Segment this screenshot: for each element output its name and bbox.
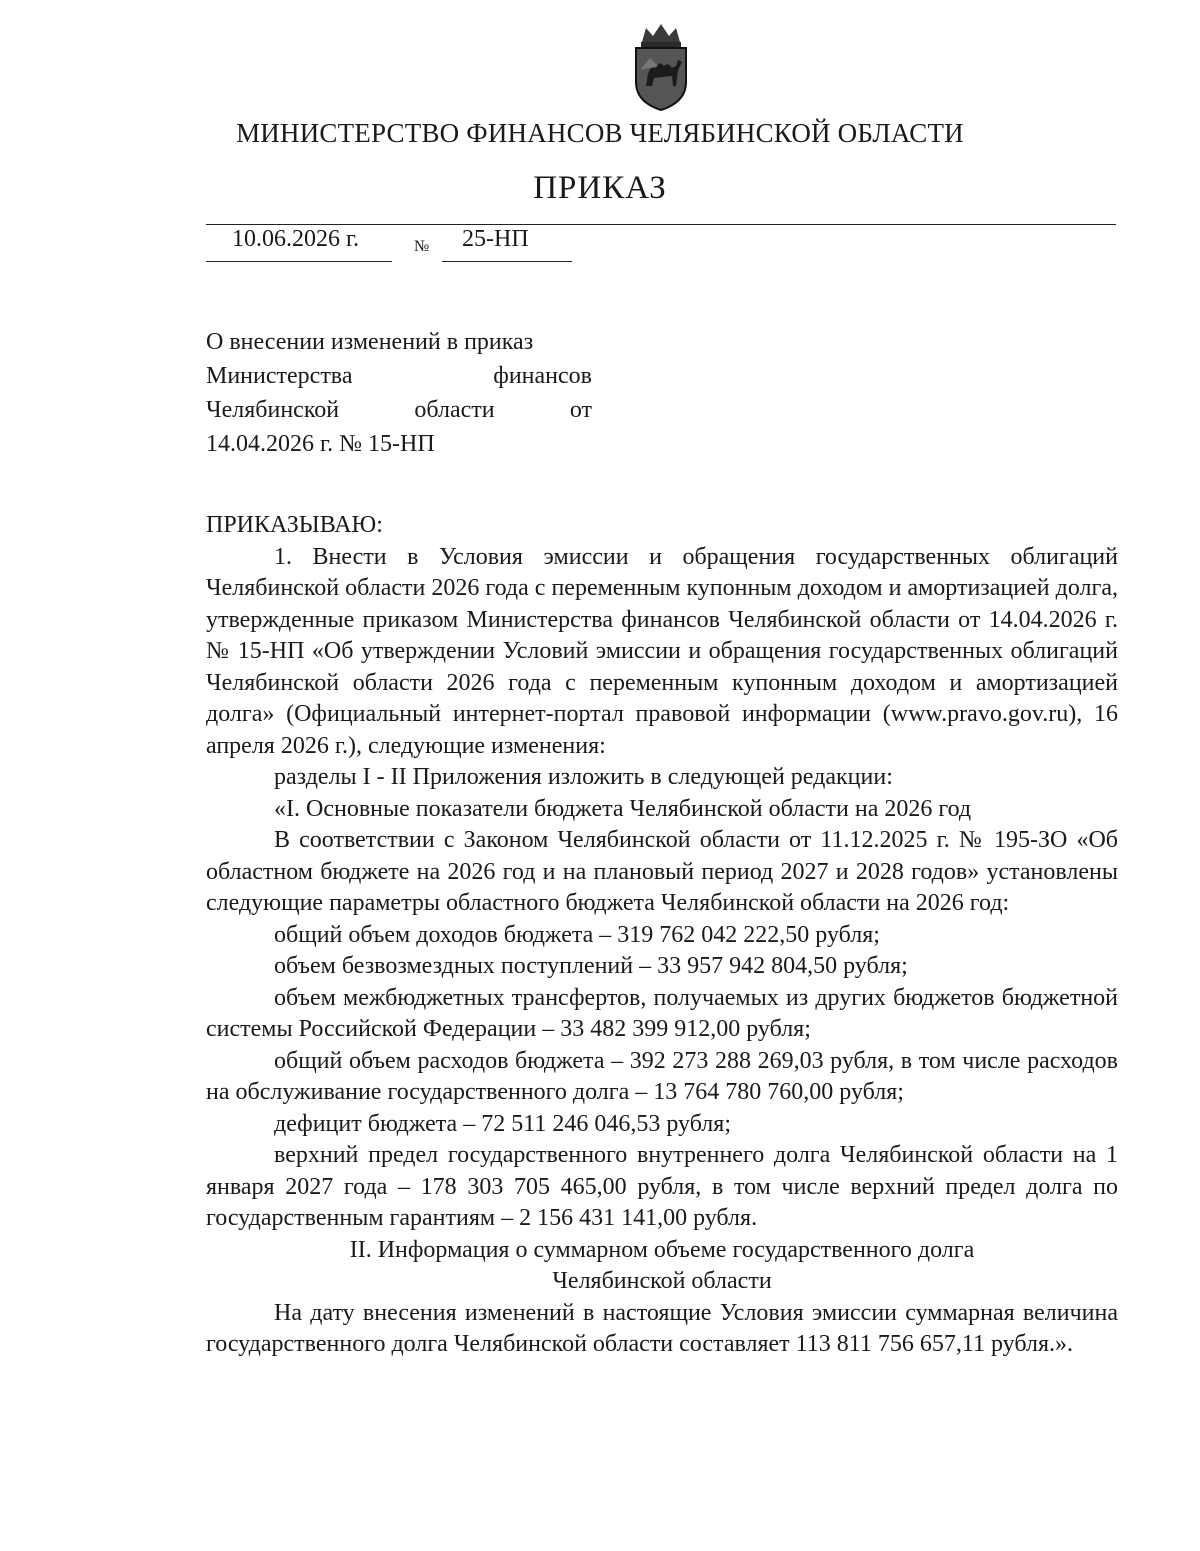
budget-grants: объем безвозмездных поступлений – 33 957 942 804,50 рубля; (274, 953, 908, 979)
order-body (206, 510, 1118, 1361)
paragraph-2: разделы I - II Приложения изложить в следующей редакции: (274, 764, 893, 790)
budget-deficit: дефицит бюджета – 72 511 246 046,53 рубля; (274, 1110, 731, 1137)
total-debt-paragraph: На дату внесения изменений в настоящие Условия эмиссии суммарная величина государственного долга Челябинской области составляет 113 811 756 657,11 рубля.». (206, 1299, 1118, 1357)
subject-line: 14.04.2026 г. № 15-НП (206, 431, 435, 457)
paragraph-law-reference: В соответствии с Законом Челябинской области от 11.12.2025 г. № 195-ЗО «Об областном бюджете на 2026 год и на плановый период 2027 и 2028 годов» установлены следующие параметры областного бюджета Челябинской области на 2026 год: (206, 827, 1118, 916)
number-sign: № (414, 238, 430, 255)
order-directive: ПРИКАЗЫВАЮ: (206, 512, 383, 538)
header-divider (206, 224, 1116, 225)
debt-upper-limit: верхний предел государственного внутреннего долга Челябинской области на 1 января 2027 года – 178 303 705 465,00 рубля, в том числе верхний предел долга по государственным гарантиям – 2 156 431 141,00 рубля. (206, 1142, 1118, 1231)
section-2-heading-line2: Челябинской области (552, 1268, 772, 1294)
section-2-heading-line1: II. Информация о суммарном объеме государственного долга (349, 1236, 975, 1263)
number-underline (442, 261, 572, 262)
coat-of-arms-icon (628, 20, 694, 112)
section-1-heading: «I. Основные показатели бюджета Челябинской области на 2026 год (274, 795, 972, 822)
budget-transfers: объем межбюджетных трансфертов, получаемых из других бюджетов бюджетной системы Российской Федерации – 33 482 399 912,00 рубля; (206, 984, 1118, 1042)
order-subject (206, 325, 592, 461)
budget-expenses: общий объем расходов бюджета – 392 273 288 269,03 рубля, в том числе расходов на обслуживание государственного долга – 13 764 780 760,00 рубля; (206, 1047, 1118, 1105)
order-date: 10.06.2026 г. (232, 226, 360, 252)
document-type-title: ПРИКАЗ (533, 170, 667, 206)
subject-line: Министерства финансов (206, 363, 592, 389)
subject-line: О внесении изменений в приказ (206, 329, 534, 355)
paragraph-1: 1. Внести в Условия эмиссии и обращения государственных облигаций Челябинской области 2026 года с переменным купонным доходом и амортизацией долга, утвержденные приказом Министерства финансов Челябинской области от 14.04.2026 г. № 15-НП «Об утверждении Условий эмиссии и обращения государственных облигаций Челябинской области 2026 года с переменным купонным доходом и амортизацией долга» (Официальный интернет-портал правовой информации (www.pravo.gov.ru), 16 апреля 2026 г.), следующие изменения: (206, 543, 1118, 759)
ministry-name: МИНИСТЕРСТВО ФИНАНСОВ ЧЕЛЯБИНСКОЙ ОБЛАСТИ (236, 118, 964, 148)
budget-revenue: общий объем доходов бюджета – 319 762 042 222,50 рубля; (274, 921, 880, 948)
date-underline (206, 261, 392, 262)
order-number: 25-НП (462, 226, 529, 252)
subject-line: Челябинской области от (206, 397, 592, 423)
